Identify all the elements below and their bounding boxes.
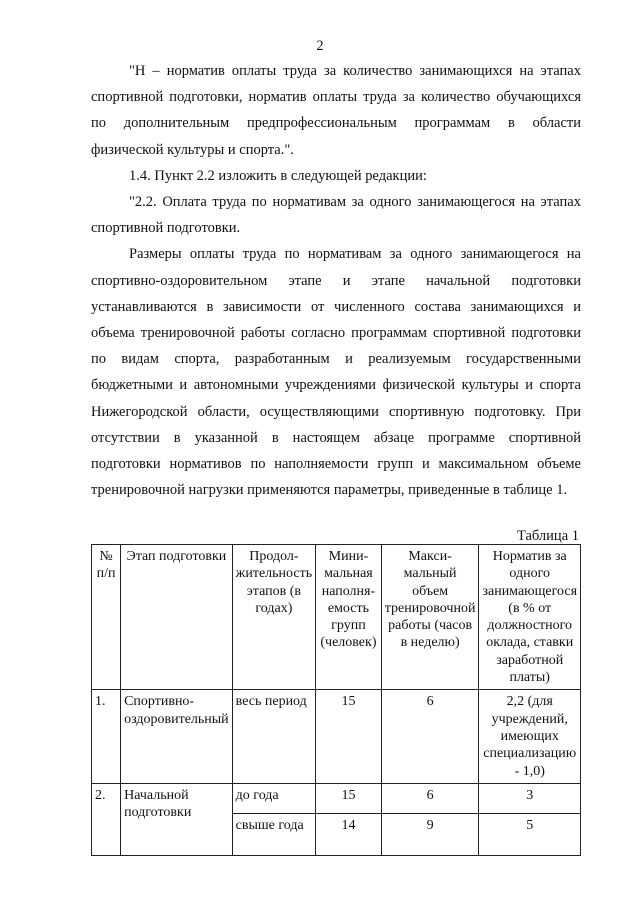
cell-norm: 5 [479,813,581,855]
table-row [92,783,581,813]
document-body [91,58,581,503]
cell-max-volume: 6 [381,690,479,783]
cell-min-group: 15 [316,690,382,783]
cell-stage: Спортивно-оздоровительный [121,690,233,783]
paragraph-1: "Н – норматив оплаты труда за количество занимающихся на этапах спортивной подготовки, норматив оплаты труда за количество обучающихся по дополнительным предпрофессиональным программам в области физической культуры и спорта.". [91,63,581,158]
cell-duration: до года [232,783,315,813]
cell-min-group: 15 [316,783,382,813]
table-header-row [92,545,581,690]
cell-num: 1. [92,690,121,783]
cell-num: 2. [92,783,121,855]
norms-table [91,544,581,856]
cell-norm: 3 [479,783,581,813]
header-norm: Норматив за одного занимающегося (в % от должностного оклада, ставки заработной платы) [479,545,581,690]
header-stage: Этап подготовки [121,545,233,690]
cell-max-volume: 6 [381,783,479,813]
header-min-group: Мини-мальная наполня-емость групп (человек) [316,545,382,690]
header-num: № п/п [92,545,121,690]
table-row [92,690,581,783]
cell-min-group: 14 [316,813,382,855]
paragraph-3: "2.2. Оплата труда по нормативам за одного занимающегося на этапах спортивной подготовки. [91,194,581,237]
page-number: 2 [316,38,324,54]
cell-duration: свыше года [232,813,315,855]
cell-norm: 2,2 (для учреждений, имеющих специализацию - 1,0) [479,690,581,783]
cell-duration: весь период [232,690,315,783]
header-duration: Продол-жительность этапов (в годах) [232,545,315,690]
paragraph-4: Размеры оплаты труда по нормативам за одного занимающегося на спортивно-оздоровительном этапе и этапе начальной подготовки устанавливаются в зависимости от численного состава занимающихся и объема тренировочной работы согласно программам спортивной подготовки по видам спорта, разработанным и реализуемым государственными бюджетными и автономными учреждениями физической культуры и спорта Нижегородской области, осуществляющими спортивную подготовку. При отсутствии в указанной в настоящем абзаце программе спортивной подготовки нормативов по наполняемости групп и максимальном объеме тренировочной нагрузки применяются параметры, приведенные в таблице 1. [91,246,581,499]
header-max-volume: Макси-мальный объем тренировочной работы (часов в неделю) [381,545,479,690]
cell-stage: Начальной подготовки [121,783,233,855]
cell-max-volume: 9 [381,813,479,855]
paragraph-2: 1.4. Пункт 2.2 изложить в следующей редакции: [129,167,427,184]
table-caption: Таблица 1 [516,528,579,544]
